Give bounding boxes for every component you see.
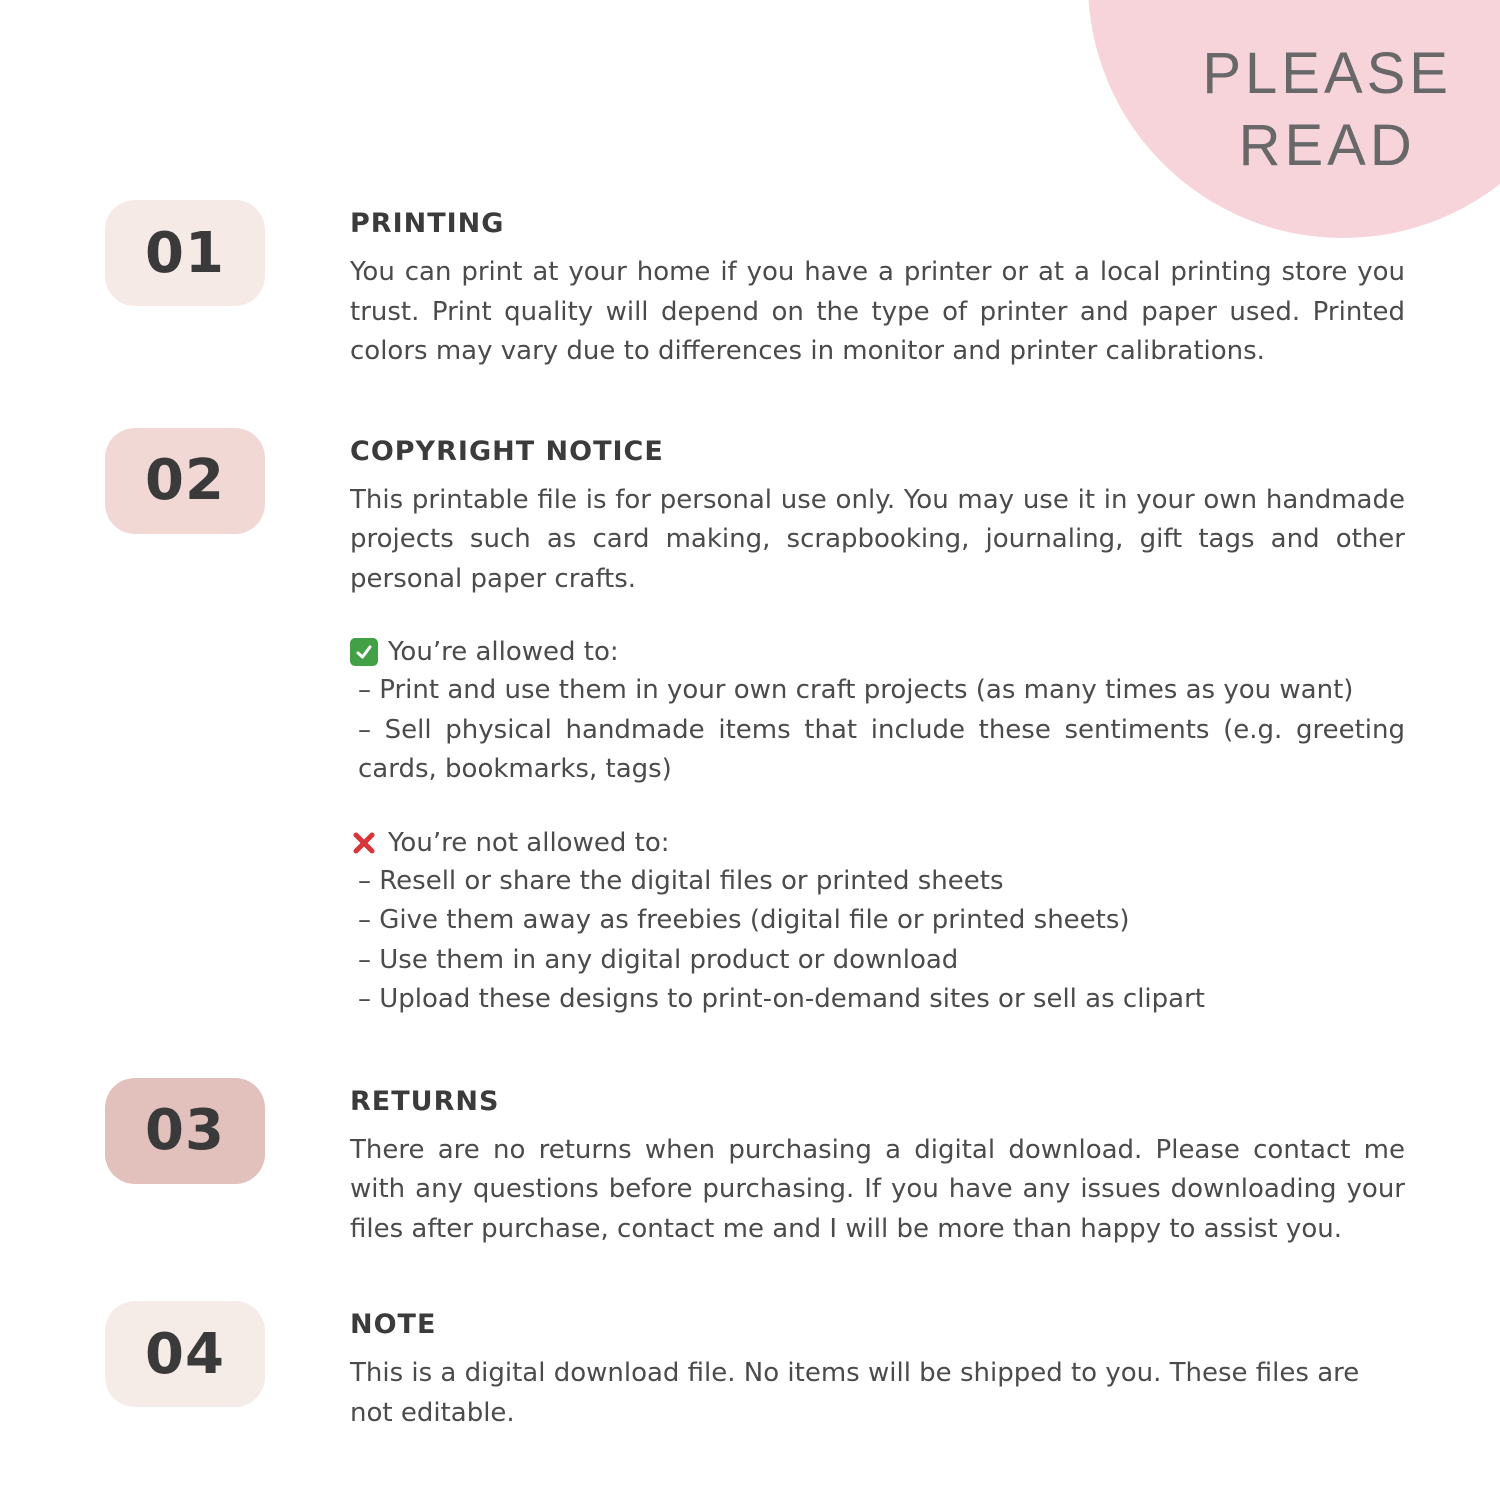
section-title: COPYRIGHT NOTICE <box>350 435 664 467</box>
list-item: – Give them away as freebies (digital file or printed sheets) <box>358 905 1130 936</box>
list-item: – Upload these designs to print-on-demand sites or sell as clipart <box>358 984 1205 1015</box>
allowed-title-row <box>350 637 1405 667</box>
section-note <box>0 1301 1500 1433</box>
section-body: There are no returns when purchasing a digital download. Please contact me with any questions before purchasing. If you have any issues downloading your files after purchase, contact me and I will be more than happy to assist you. <box>350 1134 1405 1244</box>
section-body: This is a digital download file. No items will be shipped to you. These files are not editable. <box>350 1358 1360 1428</box>
list-item: – Sell physical handmade items that include these sentiments (e.g. greeting cards, bookmarks, tags) <box>358 714 1405 785</box>
section-number: 03 <box>145 1098 225 1164</box>
page-title-line2: READ <box>1238 113 1416 178</box>
cross-icon <box>350 829 378 857</box>
section-body: You can print at your home if you have a printer or at a local printing store you trust. Print quality will depend on the type of printer and paper used. Printed colors may vary due to differences in monitor and printer calibrations. <box>350 257 1405 367</box>
section-copyright <box>0 428 1500 1020</box>
section-returns <box>0 1078 1500 1250</box>
allowed-block <box>350 637 1405 790</box>
not-allowed-block <box>350 828 1405 1020</box>
section-body: This printable file is for personal use only. You may use it in your own handmade projects such as card making, scrapbooking, journaling, gift tags and other personal paper crafts. <box>350 484 1405 594</box>
list-item: – Resell or share the digital files or printed sheets <box>358 865 1004 896</box>
page-title-line1: PLEASE <box>1202 41 1452 106</box>
section-number: 02 <box>145 448 225 514</box>
section-title: RETURNS <box>350 1085 500 1117</box>
section-printing <box>0 200 1500 372</box>
section-number: 01 <box>145 220 225 286</box>
section-title: PRINTING <box>350 208 505 239</box>
section-content <box>350 200 1405 372</box>
section-number: 04 <box>145 1321 225 1387</box>
sections-container <box>0 200 1500 1433</box>
page-title <box>1202 38 1452 182</box>
section-title: NOTE <box>350 1309 437 1341</box>
list-item: – Print and use them in your own craft projects (as many times as you want) <box>358 675 1354 706</box>
not-allowed-title-row <box>350 828 1405 858</box>
section-content <box>350 1301 1405 1433</box>
section-number-badge <box>105 1301 265 1407</box>
section-content <box>350 1078 1405 1250</box>
allowed-list <box>350 671 1405 790</box>
section-number-badge <box>105 200 265 306</box>
check-icon <box>350 638 378 666</box>
allowed-title: You’re allowed to: <box>388 637 619 668</box>
section-number-badge <box>105 428 265 534</box>
not-allowed-title: You’re not allowed to: <box>388 827 670 858</box>
not-allowed-list <box>350 862 1405 1020</box>
section-content <box>350 428 1405 1020</box>
list-item: – Use them in any digital product or download <box>358 944 959 975</box>
section-number-badge <box>105 1078 265 1184</box>
